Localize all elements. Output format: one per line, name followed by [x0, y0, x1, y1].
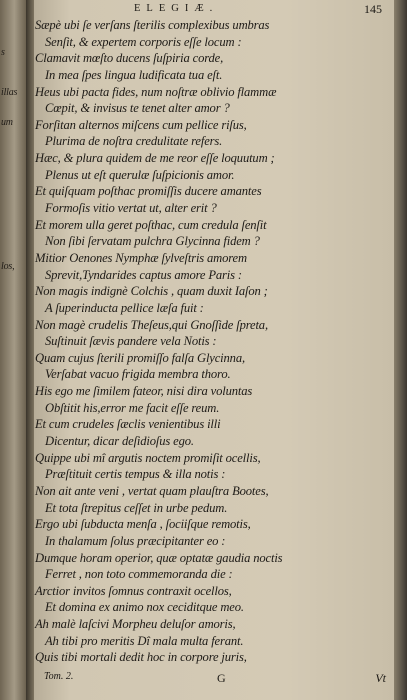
verse-line: Quippe ubi mî argutis noctem promiſit ocellis, — [35, 450, 261, 465]
verse-line: Ah malè laſcivi Morpheu deluſor amoris, — [35, 617, 236, 632]
signature-mark: G — [217, 671, 226, 685]
volume-signature: Tom. 2. — [44, 671, 74, 682]
previous-page-fragment: los, — [1, 261, 15, 272]
running-head: ELEGIÆ. — [134, 3, 219, 14]
verse-line: Cœpit, & invisus te tenet alter amor ? — [45, 101, 230, 116]
verse-line: Non ait ante veni , vertat quam plauſtra Bootes, — [35, 483, 269, 498]
verse-line: Obſtitit his,error me facit eſſe reum. — [45, 400, 220, 415]
page-number: 145 — [364, 2, 382, 16]
verse-line: Hæc, & plura quidem de me reor eſſe loquutum ; — [35, 151, 275, 166]
previous-page-fragment: s — [1, 47, 5, 58]
page-footer — [34, 671, 394, 687]
verse-line: Arctior invitos ſomnus contraxit ocellos, — [35, 583, 232, 598]
verse-line: Quam cujus ſterili promiſſo falſa Glycinna, — [35, 350, 245, 365]
verse-line: Sæpè ubi ſe verſans ſterilis complexibus umbras — [35, 18, 270, 32]
verse-line: Dicentur, dicar deſidioſus ego. — [45, 434, 194, 449]
verse-line: Formoſis vitio vertat ut, alter erit ? — [45, 201, 217, 216]
book-page — [34, 0, 394, 700]
previous-page-fragment: um — [1, 117, 13, 128]
verse-line: Ferret , non toto commemoranda die : — [45, 567, 233, 582]
verse-line: A ſuperinducta pellice læſa fuit : — [45, 300, 204, 315]
verse-line: Heus ubi pacta fides, num noſtræ oblivio flammæ — [35, 84, 277, 99]
verse-line: In mea ſpes lingua ludificata tua eſt. — [45, 67, 223, 82]
previous-page-edge — [0, 0, 27, 700]
verse-line: Non magis indignè Colchis , quam duxit Iaſon ; — [35, 284, 268, 299]
verse-line: Ergo ubi ſubducta menſa , ſociiſque remotis, — [35, 517, 251, 532]
verse-line: His ego me ſimilem fateor, nisi dira voluntas — [35, 384, 253, 399]
previous-page-fragment: illas — [1, 87, 18, 98]
verse-line: Dumque horam operior, quæ optatæ gaudia noctis — [35, 550, 283, 565]
verse-line: Senſit, & expertem corporis eſſe locum : — [45, 34, 242, 49]
verse-line: Forſitan alternos miſcens cum pellice riſus, — [35, 117, 247, 132]
verse-line: Plurima de noſtra credulitate refers. — [45, 134, 223, 149]
verse-line: Et quiſquam poſthac promiſſis ducere amantes — [35, 184, 262, 199]
verse-line: Verſabat vacuo frigida membra thoro. — [45, 367, 231, 382]
verse-line: Suſtinuit ſævis pandere vela Notis : — [45, 334, 217, 349]
book-gutter — [26, 0, 34, 700]
catchword: Vt — [375, 671, 386, 685]
verse-line: Et domina ex animo nox ceciditque meo. — [45, 600, 244, 615]
verse-line: Et tota ſtrepitus ceſſet in urbe pedum. — [45, 500, 228, 515]
page-edge-shadow — [394, 0, 407, 700]
verse-line: Ah tibi pro meritis Dî mala multa ferant. — [45, 633, 244, 648]
verse-line: Clamavit mœſto ducens ſuſpiria corde, — [35, 51, 224, 66]
verse-line: Sprevit,Tyndarides captus amore Paris : — [45, 267, 242, 282]
verse-line: Mitior Oenones Nymphæ ſylveſtris amorem — [35, 250, 247, 265]
verse-line: Et cum crudeles ſæclis venientibus illi — [35, 417, 221, 432]
verse-line: Quis tibi mortali dedit hoc in corpore juris, — [35, 650, 247, 665]
verse-line: Et morem ulla geret poſthac, cum credula ſenſit — [35, 217, 267, 232]
verse-line: In thalamum ſolus præcipitanter eo : — [45, 533, 226, 548]
verse-block — [34, 17, 394, 666]
verse-line: Non magè crudelis Theſeus,qui Gnoſſide ſpreta, — [35, 317, 268, 332]
verse-line: Plenus ut eſt querulæ ſuſpicionis amor. — [45, 167, 235, 182]
verse-line: Non ſibi ſervatam pulchra Glycinna fidem ? — [45, 234, 260, 249]
verse-line: Præſtituit certis tempus & illa notis : — [45, 467, 226, 482]
